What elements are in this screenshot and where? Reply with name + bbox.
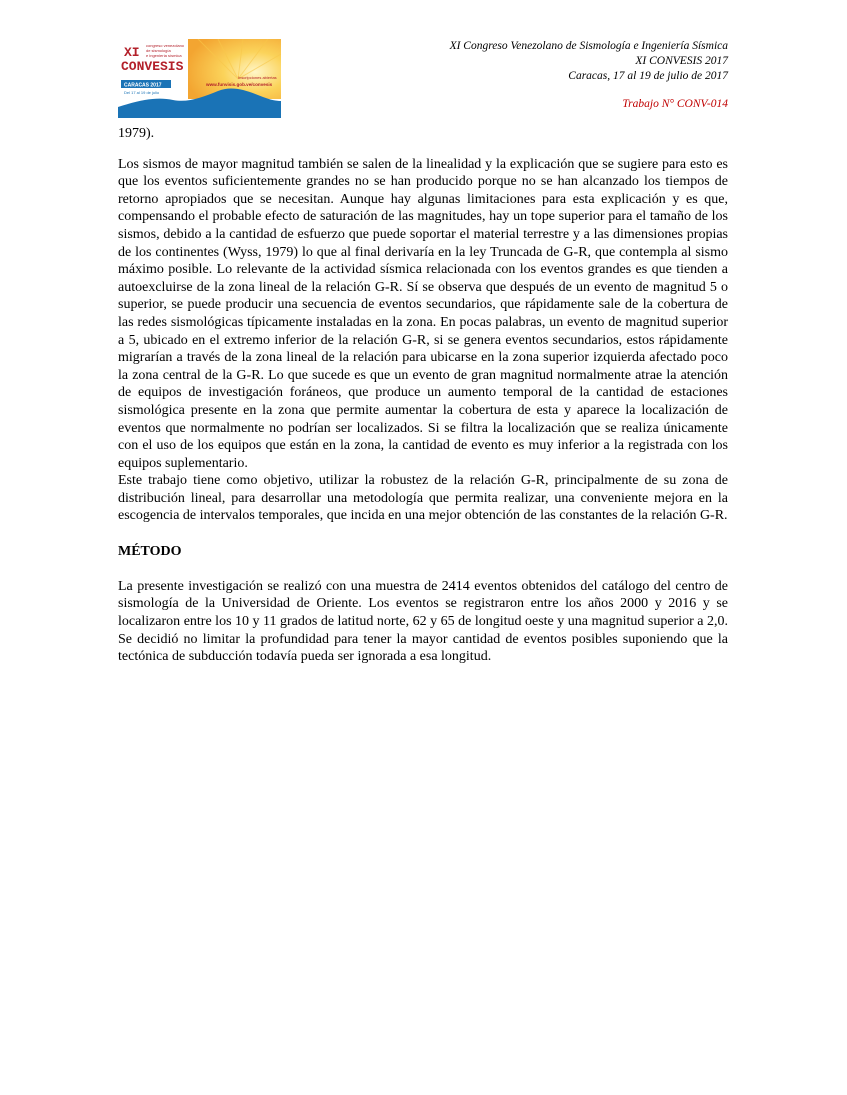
logo-location: CARACAS 2017 — [124, 82, 162, 89]
section-heading-method: MÉTODO — [118, 543, 182, 559]
paper-body — [118, 125, 728, 666]
paragraph-large-earthquakes: Los sismos de mayor magnitud también se salen de la linealidad y la explicación que se sugiere para esto es que los eventos suficientemente grandes no se han producido porque no se han alcanzado los tiempos de retorno apropiados que se necesitan. Aunque hay algunas limitaciones para esta explicación y es que, compensando el probable efecto de saturación de las magnitudes, hay un tope superior para el tamaño de los sismos, debido a la cantidad de esfuerzo que puede soportar el material terrestre y a las dimensiones propias de los continentes (Wyss, 1979) lo que al final derivaría en la ley Truncada de G-R, que contempla al sismo máximo posible. Lo relevante de la actividad sísmica relacionada con los eventos grandes es que tienden a autoexcluirse de la zona lineal de la relación G-R. Sí se observa que después de un evento de magnitud 5 o superior, se puede producir una secuencia de eventos secundarios, que rápidamente sale de la cobertura de las redes sismológicas típicamente instaladas en la zona. En pocas palabras, un evento de magnitud superior a 5, ubicado en el extremo inferior de la relación G-R, si se genera eventos secundarios, estos rápidamente migrarían a través de la zona lineal de la relación para ubicarse en la zona superior izquierda afectado poco la zona central de la G-R. Lo que sucede es que un evento de gran magnitud normalmente atrae la atención de equipos de investigación foráneos, que produce un aumento temporal de la cantidad de estaciones sismológica presente en la zona que permite aumentar la cobertura de esta y aparece la localización de eventos que normalmente no podrían ser localizados. Si se filtra la localización que se realiza únicamente con el uso de los equipos que están en la zona, la cantidad de evento es muy inferior a la registrada con los equipos suplementario. — [118, 156, 728, 471]
conference-edition: XI CONVESIS 2017 — [635, 55, 728, 67]
conference-dates: Caracas, 17 al 19 de julio de 2017 — [568, 70, 728, 82]
paragraph-objective: Este trabajo tiene como objetivo, utilizar la robustez de la relación G-R, principalmente de su zona de distribución lineal, para desarrollar una metodología que permita realizar, una conveniente mejora en la escogencia de intervalos temporales, que incida en una mejor obtención de las constantes de la relación G-R. — [118, 473, 728, 524]
conference-name: XI Congreso Venezolano de Sismología e Ingeniería Sísmica — [449, 40, 728, 52]
logo-url: www.funvisis.gob.ve/convesis — [206, 82, 273, 87]
paper-code: Trabajo N° CONV-014 — [622, 98, 728, 110]
logo-registration: Inscripciones abiertas — [238, 75, 277, 80]
logo-dates: Del 17 al 19 de julio — [124, 90, 160, 95]
paragraph-method: La presente investigación se realizó con una muestra de 2414 eventos obtenidos del catálogo del centro de sismología de la Universidad de Oriente. Los eventos se registraron entre los años 2000 y 2016 y se localizaron entre los 10 y 11 grados de latitud norte, 62 y 65 de longitud oeste y una magnitud superior a 2,0. Se decidió no limitar la profundidad para tener la mayor cantidad de eventos posibles suponiendo que la tectónica de subducción todavía pueda ser ignorada a esa longitud. — [118, 578, 728, 665]
page-header — [308, 39, 728, 112]
logo-title-convesis: CONVESIS — [121, 59, 184, 74]
continuation-text: 1979). — [118, 126, 155, 141]
logo-subtitle-2: de sismología — [146, 48, 171, 53]
logo-subtitle-1: congreso venezolano — [146, 43, 185, 48]
logo-subtitle-3: e ingeniería sísmica — [146, 53, 182, 58]
conference-logo — [118, 39, 281, 118]
logo-title-xi: XI — [124, 45, 140, 60]
